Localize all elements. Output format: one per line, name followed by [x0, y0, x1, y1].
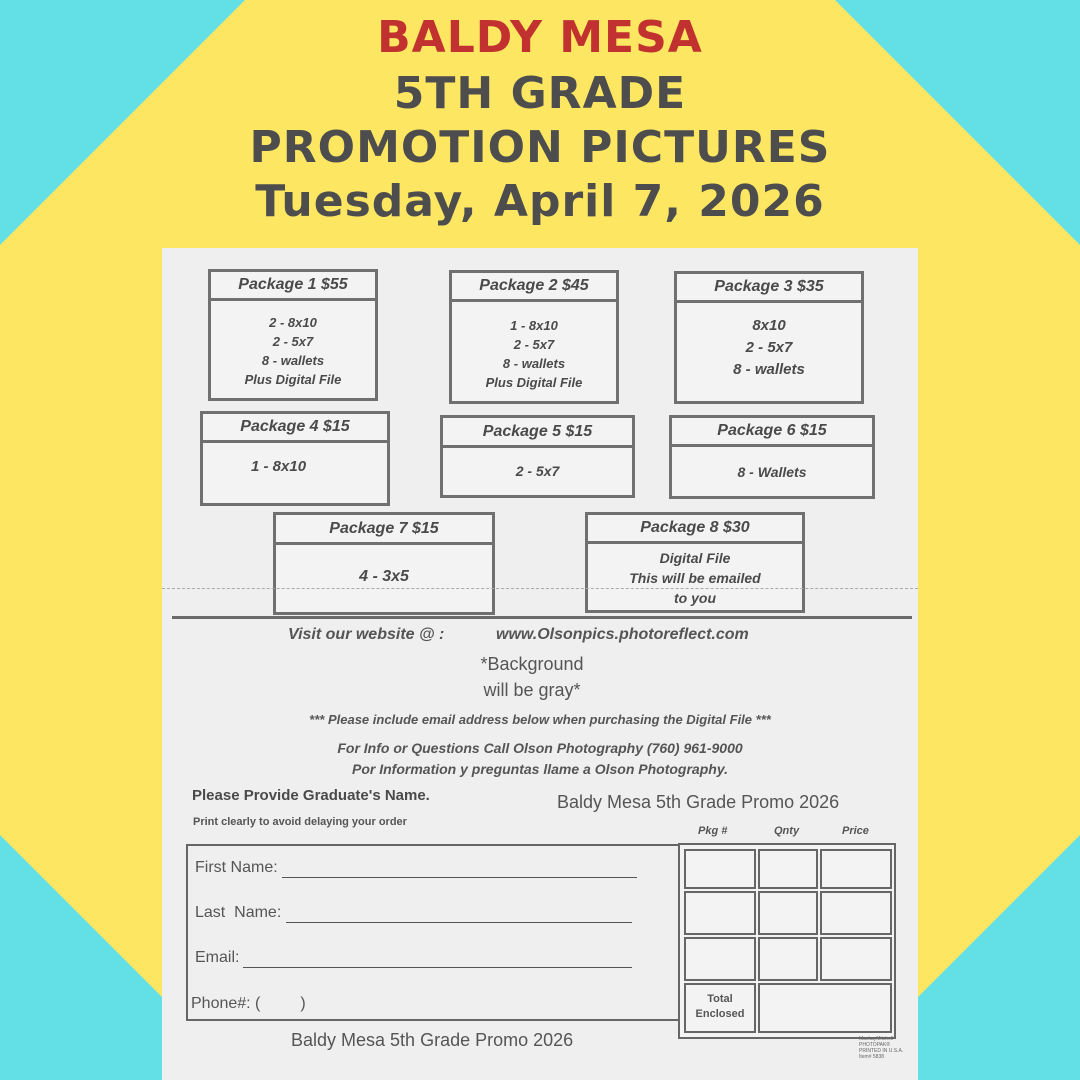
phone-label: Phone#: ( ): [191, 995, 306, 1012]
package-item: 4 - 3x5: [359, 568, 409, 585]
imprint-line: MackayMitchell: [859, 1036, 894, 1042]
package-item: 8 - wallets: [502, 356, 566, 371]
package-4-box: [200, 411, 390, 506]
total-label-line-1: Total: [707, 993, 733, 1005]
package-title: Package 8 $30: [588, 515, 802, 544]
last-name-field[interactable]: [286, 922, 632, 923]
package-item: 2 - 5x7: [272, 334, 314, 349]
package-8-box: [585, 512, 805, 613]
form-heading: Please Provide Graduate's Name.: [192, 787, 430, 804]
divider-line: [172, 616, 912, 619]
package-item: Plus Digital File: [244, 372, 342, 387]
package-item: 2 - 5x7: [745, 339, 793, 356]
package-item: 2 - 5x7: [515, 463, 560, 479]
website-label: Visit our website @ :: [288, 626, 445, 643]
total-enclosed-cell[interactable]: [758, 983, 892, 1033]
email-note: *** Please include email address below when purchasing the Digital File ***: [309, 712, 771, 727]
imprint-line: PRINTED IN U.S.A.: [859, 1048, 904, 1054]
total-label-cell: [684, 983, 756, 1033]
column-price: Price: [842, 825, 869, 837]
package-title: Package 5 $15: [443, 418, 632, 448]
event-title: PROMOTION PICTURES: [249, 122, 831, 173]
school-title: BALDY MESA: [377, 12, 703, 63]
email-label: Email:: [195, 949, 240, 966]
date-title: Tuesday, April 7, 2026: [255, 176, 825, 227]
pkg-cell[interactable]: [684, 849, 756, 889]
email-field[interactable]: [243, 967, 632, 968]
package-3-box: [674, 271, 864, 404]
package-item: 2 - 5x7: [513, 337, 555, 352]
contact-spanish: Por Information y preguntas llame a Olson Photography.: [352, 761, 728, 777]
package-title: Package 4 $15: [203, 414, 387, 443]
grade-title: 5TH GRADE: [393, 68, 687, 119]
first-name-field[interactable]: [282, 877, 637, 878]
qnty-cell[interactable]: [758, 891, 818, 935]
fold-dotted-line: [162, 588, 918, 589]
package-5-box: [440, 415, 635, 498]
package-title: Package 1 $55: [211, 272, 375, 301]
package-item: 8 - wallets: [733, 361, 805, 378]
background-note-line-2: will be gray*: [483, 680, 581, 700]
package-item: This will be emailed: [629, 570, 761, 586]
package-item: 8x10: [752, 317, 786, 334]
package-2-box: [449, 270, 619, 404]
imprint-line: Item# 5838: [859, 1054, 885, 1060]
background-note-line-1: *Background: [480, 654, 584, 674]
package-title: Package 6 $15: [672, 418, 872, 447]
first-name-label: First Name:: [195, 859, 278, 876]
package-item: 8 - Wallets: [737, 464, 807, 480]
order-form-paper: [162, 248, 918, 1080]
imprint-line: PHOTOPAK®: [859, 1042, 891, 1048]
package-item: to you: [674, 590, 716, 606]
package-item: Digital File: [659, 550, 731, 566]
total-label-line-2: Enclosed: [695, 1008, 745, 1020]
website-link[interactable]: www.Olsonpics.photoreflect.com: [496, 626, 749, 643]
contact-english: For Info or Questions Call Olson Photography (760) 961-9000: [337, 740, 743, 756]
last-name-label: Last Name:: [195, 904, 282, 921]
package-title: Package 3 $35: [677, 274, 861, 303]
package-6-box: [669, 415, 875, 499]
pkg-cell[interactable]: [684, 937, 756, 981]
order-grid: [678, 843, 896, 1039]
package-item: 8 - wallets: [261, 353, 325, 368]
package-title: Package 7 $15: [276, 515, 492, 545]
promo-label-bottom: Baldy Mesa 5th Grade Promo 2026: [291, 1030, 574, 1050]
price-cell[interactable]: [820, 937, 892, 981]
pkg-cell[interactable]: [684, 891, 756, 935]
package-item: Plus Digital File: [485, 375, 583, 390]
qnty-cell[interactable]: [758, 937, 818, 981]
package-item: 1 - 8x10: [510, 318, 558, 333]
promo-label-top: Baldy Mesa 5th Grade Promo 2026: [557, 792, 840, 812]
form-subheading: Print clearly to avoid delaying your order: [193, 816, 407, 828]
package-item: 1 - 8x10: [251, 458, 307, 475]
printer-imprint: [859, 1036, 903, 1060]
column-qnty: Qnty: [774, 825, 800, 837]
package-7-box: [273, 512, 495, 615]
package-title: Package 2 $45: [452, 273, 616, 302]
price-cell[interactable]: [820, 891, 892, 935]
column-pkg: Pkg #: [698, 825, 728, 837]
qnty-cell[interactable]: [758, 849, 818, 889]
price-cell[interactable]: [820, 849, 892, 889]
package-1-box: [208, 269, 378, 401]
package-item: 2 - 8x10: [269, 315, 317, 330]
